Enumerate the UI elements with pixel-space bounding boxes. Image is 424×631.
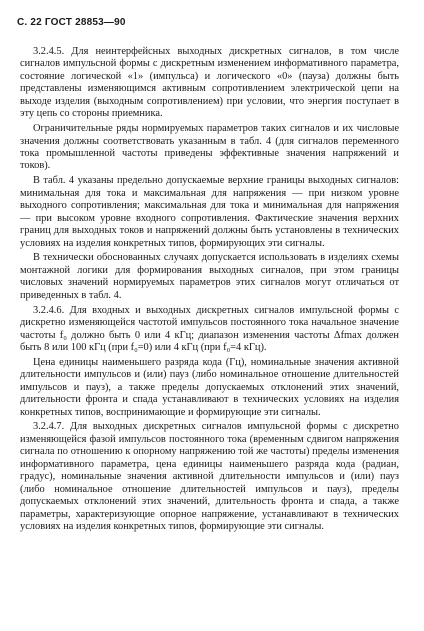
paragraph-table4-bounds: В табл. 4 указаны предельно допускаемые верхние границы выходных сигналов: минимальная для тока и максимальная для напряжения — при низком уровне выходного сопротивления; максимальная для тока и минимальная для напряжения — при высоком уровне входного сопротивления. Фактические значения верхних границ для выходных токов и напряжений должны быть установлены в технических условиях на изделия конкретных типов, формирующих эти сигналы. bbox=[20, 175, 399, 249]
standard-designation: ГОСТ 28853—90 bbox=[44, 17, 126, 28]
page-number: С. 22 bbox=[17, 17, 42, 28]
page-header bbox=[17, 17, 126, 28]
paragraph-3-2-4-7: 3.2.4.7. Для выходных дискретных сигналов импульсной формы с дискретно изменяющейся фазой импульсов постоянного тока (временным сдвигом напряжения сигнала по отношению к опорному напряжению той же частоты) пределы изменения информативного параметра, цена единицы наименьшего разряда кода (радиан, градус), номинальные значения активной длительности импульсов и (или) пауз (либо номинальное отношение длительностей импульсов и пауз), пределы допускаемых отклонений этих значений, длительность фронта и спада, а также параметры, характеризующие опорное напряжение, устанавливают в технических условиях на изделия конкретных типов, формирующие эти сигналы. bbox=[20, 421, 399, 533]
paragraph-3-2-4-6: 3.2.4.6. Для входных и выходных дискретных сигналов импульсной формы с дискретно изменяющейся частотой импульсов постоянного тока начальное значение частоты f₀ должно быть 0 или 4 кГц; диапазон изменения частоты Δfmax должен быть 8 или 100 кГц (при f₀=0) или 4 кГц (при f₀=4 кГц). bbox=[20, 304, 399, 353]
document-body bbox=[20, 46, 399, 536]
paragraph-limit-series: Ограничительные ряды нормируемых параметров таких сигналов и их числовые значения должны соответствовать указанным в табл. 4 (для сигналов переменного тока промышленной частоты приведены эффективные значения напряжений и токов). bbox=[20, 123, 399, 172]
paragraph-code-unit-price: Цена единицы наименьшего разряда кода (Гц), номинальные значения активной длительности импульсов и (или) пауз (либо номинальное отношение длительностей импульсов и пауз), а также пределы допускаемых отклонений этих значений, длительности фронта и спада устанавливают в технических условиях на изделия конкретных типов, воспринимающие и формирующие эти сигналы. bbox=[20, 356, 399, 418]
paragraph-mounting-logic: В технически обоснованных случаях допускается использовать в изделиях схемы монтажной логики для формирования выходных сигналов, при этом границы числовых значений нормируемых параметров этих сигналов могут отличаться от приведенных в табл. 4. bbox=[20, 252, 399, 301]
paragraph-3-2-4-5: 3.2.4.5. Для неинтерфейсных выходных дискретных сигналов, в том числе сигналов импульсной формы с дискретным изменением информативного параметра, состояние логической «1» (импульса) и логического «0» (пауза) должны быть представлены изменяющимся активным сопротивлением электрической цепи на выходе изделия (выходным сопротивлением) при условии, что энергия поступает в эту цепь со стороны приемника. bbox=[20, 46, 399, 120]
